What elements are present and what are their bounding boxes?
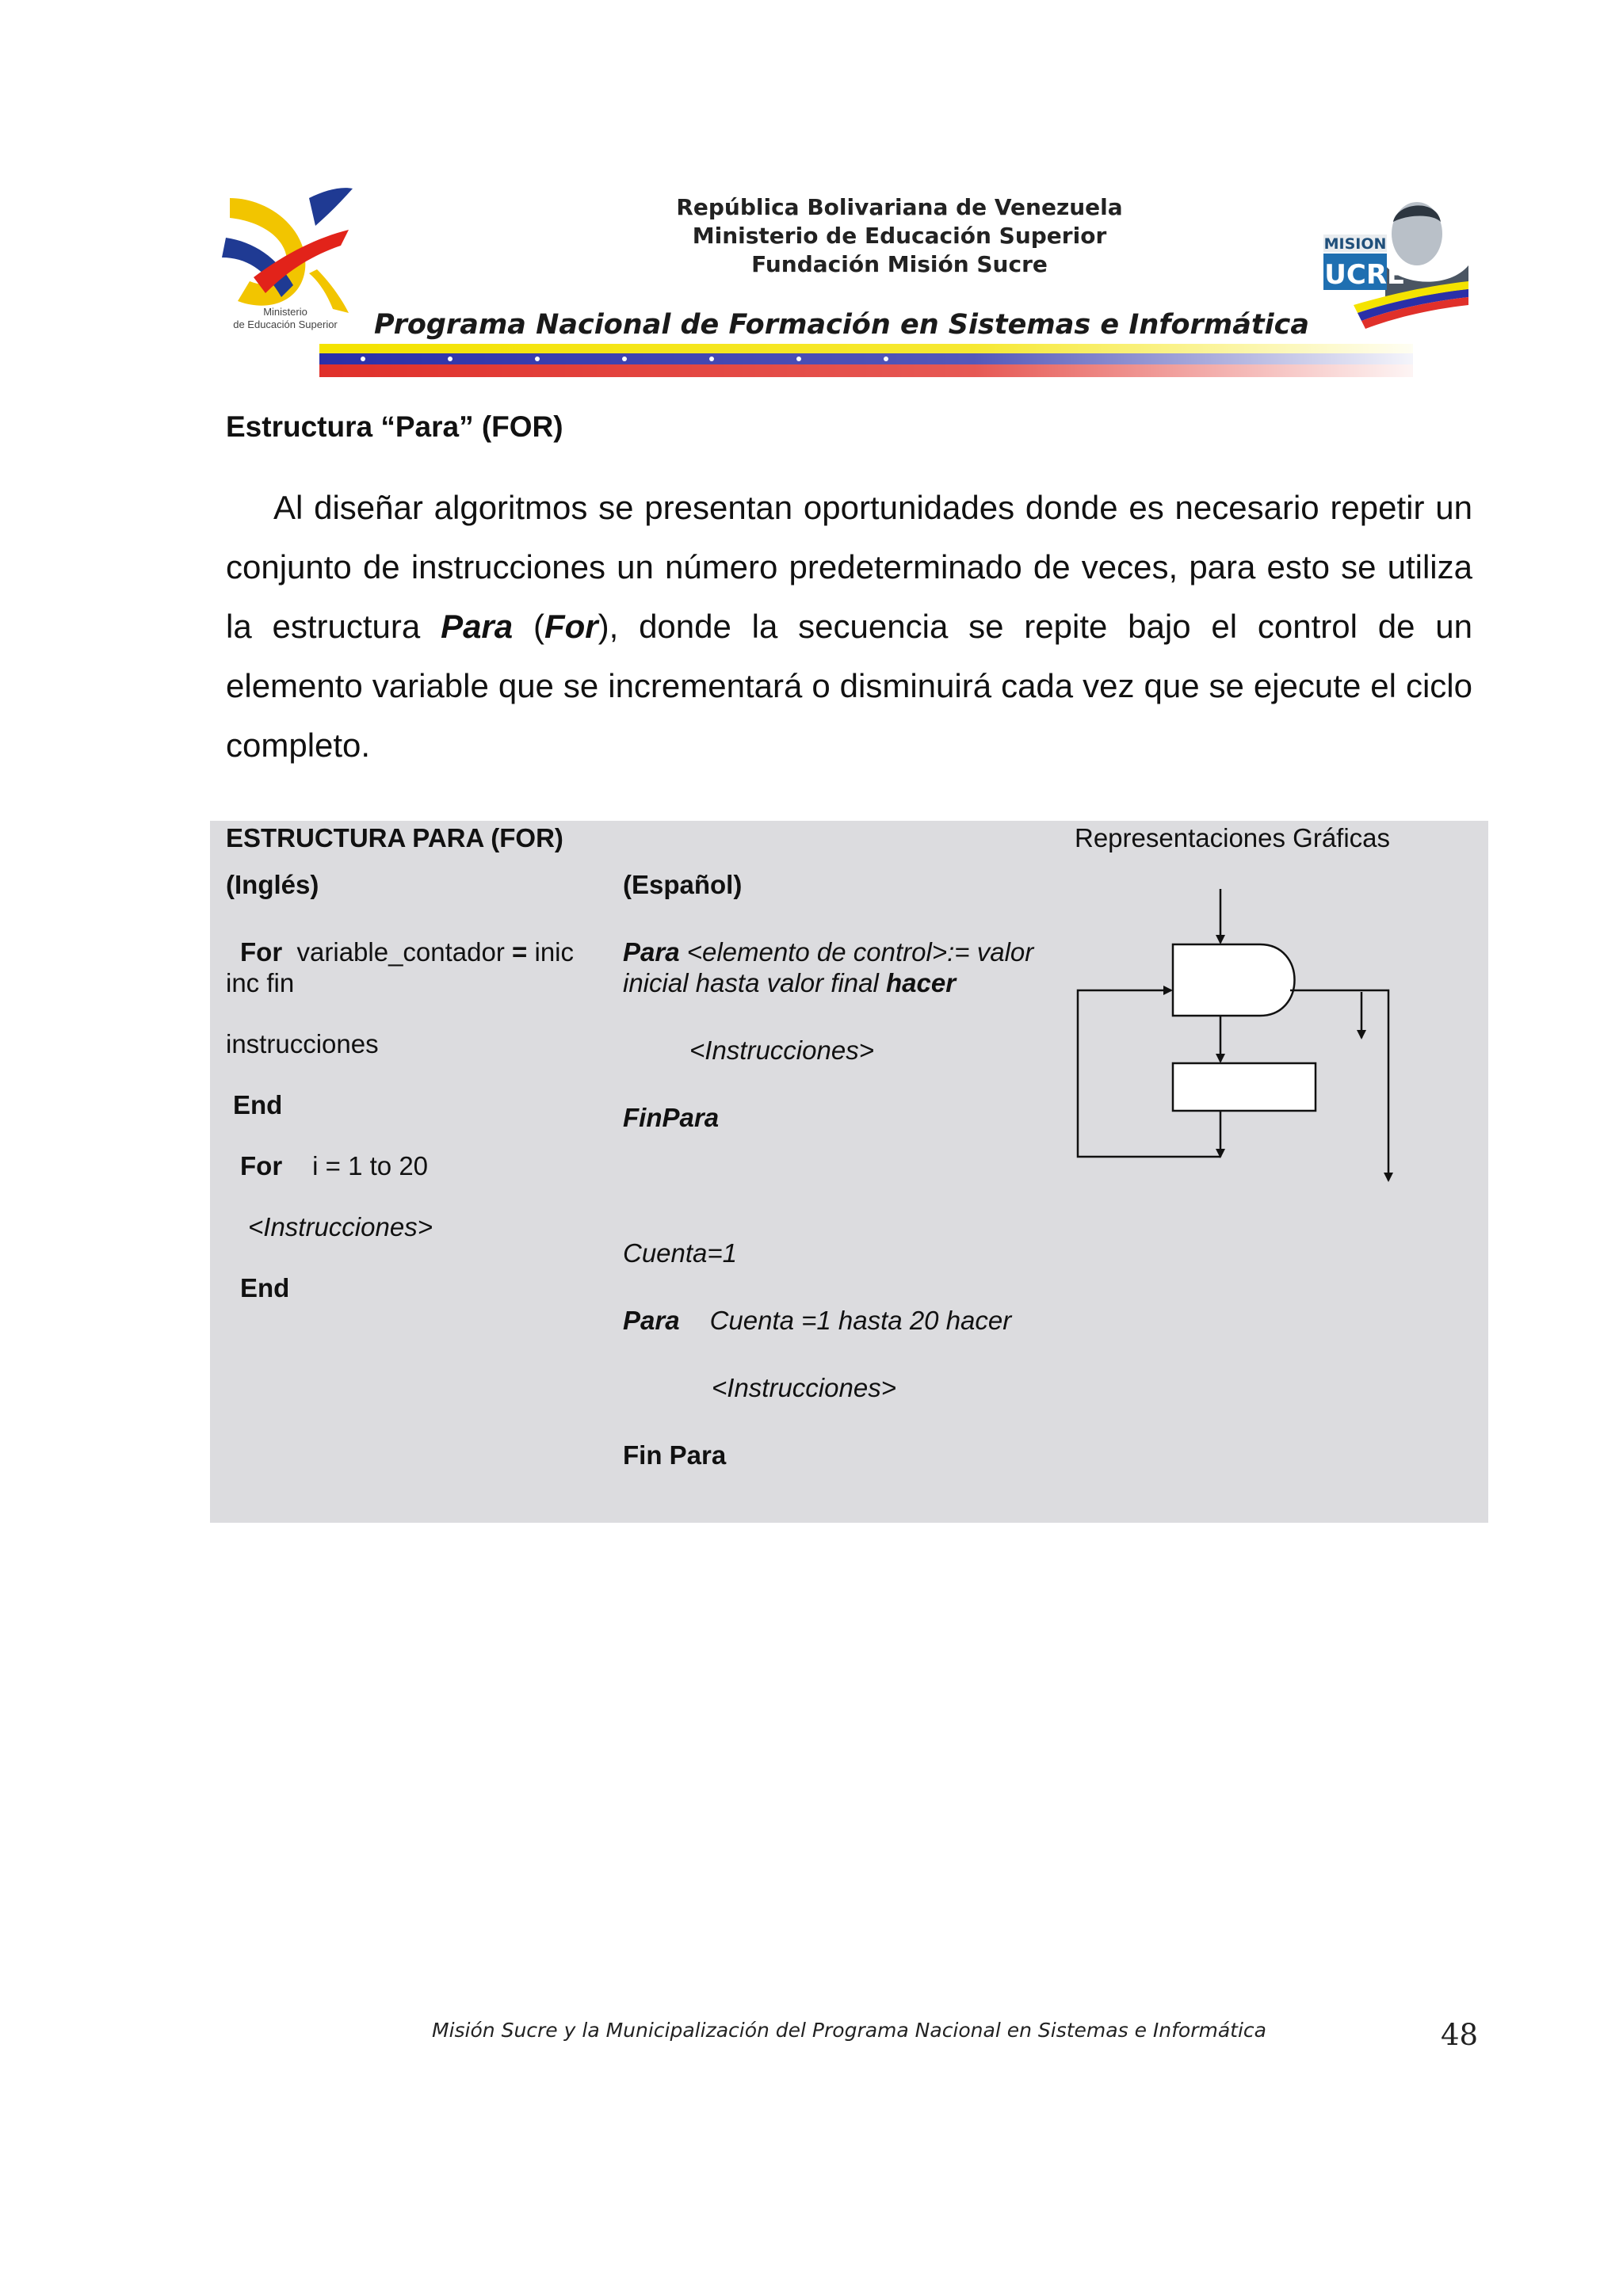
keyword-for: For <box>544 608 598 645</box>
program-title: Programa Nacional de Formación en Sistemas e Informática <box>374 309 1309 341</box>
for-loop-flowchart <box>1068 887 1409 1196</box>
spanish-cuenta: Cuenta=1 <box>623 1238 738 1268</box>
header-ministry: Ministerio de Educación Superior <box>692 223 1107 249</box>
english-for-line2: inc fin <box>226 968 295 997</box>
page-number: 48 <box>1441 2018 1479 2052</box>
spanish-para-line2: inicial hasta valor final hacer <box>623 968 957 997</box>
header-foundation: Fundación Misión Sucre <box>751 251 1048 277</box>
english-instructions: instrucciones <box>226 1029 379 1058</box>
english-instructions-example: <Instrucciones> <box>248 1212 433 1241</box>
spanish-instructions: <Instrucciones> <box>689 1035 874 1065</box>
header-country: República Bolivariana de Venezuela <box>676 194 1123 220</box>
graphics-label: Representaciones Gráficas <box>1075 823 1391 852</box>
footer-text: Misión Sucre y la Municipalización del Programa Nacional en Sistemas e Informática <box>432 2019 1266 2042</box>
english-for-example: For i = 1 to 20 <box>240 1151 429 1180</box>
english-for-line: For variable_contador = inic <box>240 937 574 967</box>
flag-stripe <box>319 344 1413 377</box>
loop-decision-shape <box>1173 944 1295 1016</box>
mision-sucre-logo <box>1304 190 1472 333</box>
section-title: Estructura “Para” (FOR) <box>226 410 563 443</box>
intro-paragraph: Al diseñar algoritmos se presentan oportunidades donde es necesario repetir un conjunto de instrucciones un número predeterminado de veces, para esto se utiliza la estructura Para (For), donde la secuencia se repite bajo el control de un elemento variable que se incrementará o disminuirá cada vez que se ejecute el ciclo completo. <box>226 489 1472 764</box>
spanish-instructions-example: <Instrucciones> <box>712 1373 896 1402</box>
keyword-para: Para <box>441 608 514 645</box>
loop-body-box <box>1173 1063 1316 1111</box>
english-header: (Inglés) <box>226 870 319 899</box>
logo-text-mision: MISION <box>1323 235 1387 253</box>
spanish-para-example: Para Cuenta =1 hasta 20 hacer <box>623 1306 1012 1335</box>
english-end-example: End <box>240 1273 290 1302</box>
spanish-header: (Español) <box>623 870 743 899</box>
panel-title: ESTRUCTURA PARA (FOR) <box>226 823 563 852</box>
logo-text-sucre: SUCRE <box>1304 259 1406 291</box>
ministry-logo-caption: Ministerio de Educación Superior <box>233 306 338 330</box>
english-end: End <box>233 1090 283 1119</box>
spanish-finpara: FinPara <box>623 1103 720 1132</box>
spanish-finpara-example: Fin Para <box>623 1440 727 1470</box>
spanish-para-line: Para <elemento de control>:= valor <box>623 937 1034 967</box>
